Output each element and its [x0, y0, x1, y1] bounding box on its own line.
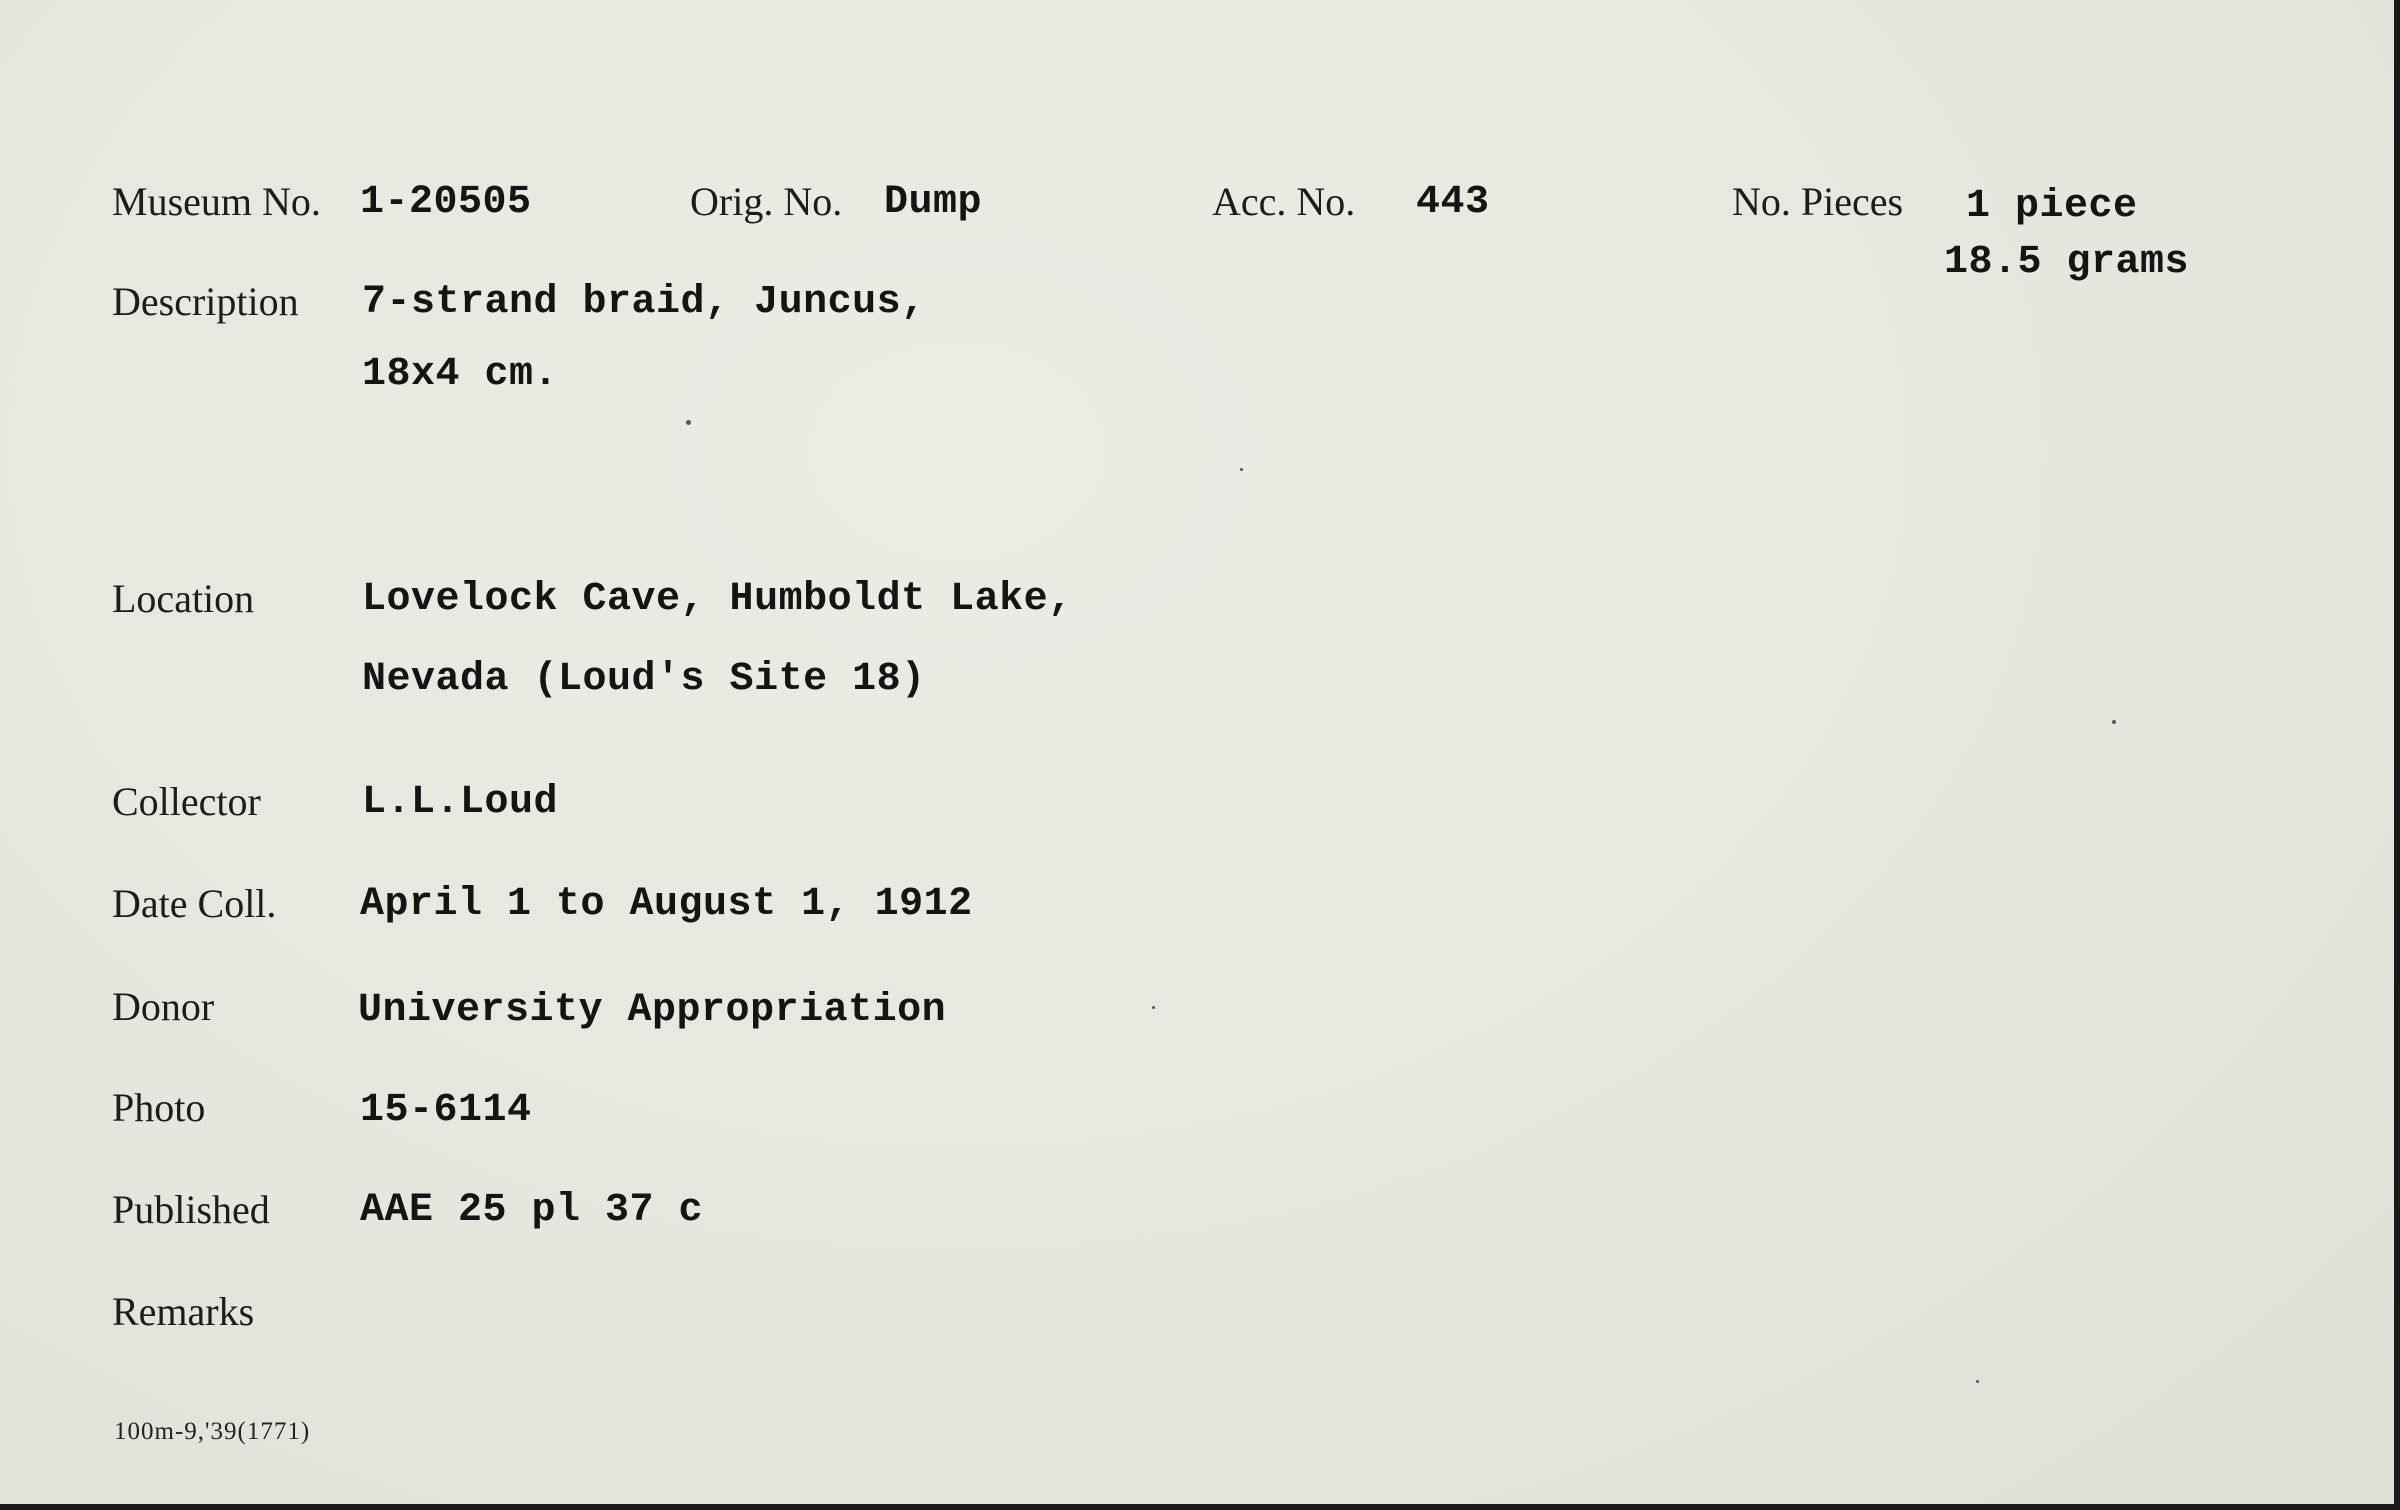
description-label: Description: [112, 279, 299, 324]
acc-no-label: Acc. No.: [1212, 179, 1356, 224]
description-line-2: 18x4 cm.: [362, 352, 559, 397]
location-label: Location: [112, 576, 255, 621]
museum-no-label: Museum No.: [112, 179, 321, 224]
orig-no-value: Dump: [884, 180, 983, 225]
paper-speck: [686, 420, 691, 425]
date-coll-label: Date Coll.: [112, 881, 277, 926]
weight-value: 18.5 grams: [1944, 240, 2190, 285]
donor-label: Donor: [112, 984, 215, 1029]
description-line-1: 7-strand braid, Juncus,: [362, 280, 926, 325]
paper-speck: [1976, 1380, 1979, 1383]
date-coll-value: April 1 to August 1, 1912: [360, 882, 973, 927]
acc-no-value: 443: [1416, 180, 1490, 225]
location-line-2: Nevada (Loud's Site 18): [362, 657, 926, 702]
no-pieces-value: 1 piece: [1966, 184, 2138, 229]
orig-no-label: Orig. No.: [690, 179, 843, 224]
published-value: AAE 25 pl 37 c: [360, 1188, 704, 1233]
form-code: 100m-9,'39(1771): [114, 1418, 311, 1445]
no-pieces-label: No. Pieces: [1732, 179, 1904, 224]
photo-label: Photo: [112, 1085, 206, 1130]
photo-value: 15-6114: [360, 1088, 532, 1133]
collector-value: L.L.Loud: [362, 780, 559, 825]
paper-speck: [1240, 468, 1243, 471]
donor-value: University Appropriation: [358, 988, 947, 1033]
remarks-label: Remarks: [112, 1289, 255, 1334]
paper-speck: [1152, 1006, 1155, 1009]
museum-no-value: 1-20505: [360, 180, 532, 225]
collector-label: Collector: [112, 779, 261, 824]
location-line-1: Lovelock Cave, Humboldt Lake,: [362, 577, 1073, 622]
paper-speck: [2112, 720, 2116, 724]
published-label: Published: [112, 1187, 270, 1232]
